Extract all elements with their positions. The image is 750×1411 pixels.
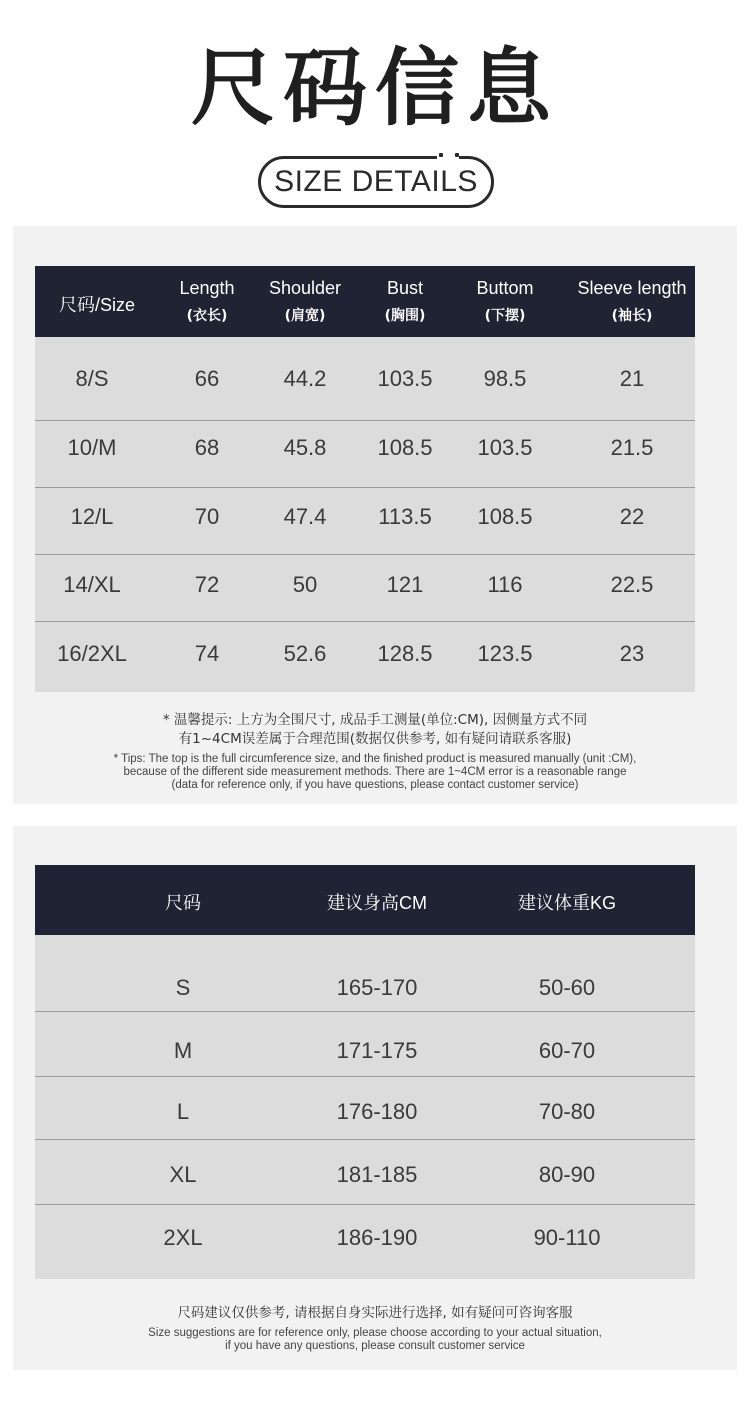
cell-bottom: 116	[487, 572, 523, 597]
recommendation-note-en-line1: Size suggestions are for reference only, please choose according to your actual situation,	[148, 1327, 602, 1339]
size-table-body	[35, 337, 695, 692]
size-details-label: SIZE DETAILS	[274, 165, 478, 198]
header-bottom: Buttom (下摆)	[476, 278, 534, 324]
cell-height: 171-175	[336, 1038, 418, 1063]
cell-sleeve: 21	[619, 366, 645, 391]
table-row	[35, 488, 695, 555]
cell-sleeve: 21.5	[610, 435, 654, 460]
cell-size: L	[176, 1099, 190, 1124]
header-shoulder: Shoulder (肩宽)	[268, 278, 342, 324]
cell-shoulder: 50	[292, 572, 318, 597]
cell-shoulder: 45.8	[283, 435, 327, 460]
cell-weight: 80-90	[538, 1162, 596, 1187]
cell-sleeve: 22	[619, 504, 645, 529]
table-row	[35, 1012, 695, 1077]
cell-bottom: 98.5	[483, 366, 527, 391]
table-row	[35, 1077, 695, 1140]
cell-shoulder: 44.2	[283, 366, 327, 391]
badge-dot-left	[439, 153, 443, 157]
cell-sleeve: 22.5	[610, 572, 654, 597]
cell-height: 181-185	[336, 1162, 418, 1187]
cell-size: XL	[169, 1162, 197, 1187]
header-height: 建议身高CM	[327, 893, 427, 913]
cell-height: 186-190	[336, 1225, 418, 1250]
cell-bust: 103.5	[377, 366, 433, 391]
cell-size: 2XL	[163, 1225, 203, 1250]
cell-bust: 128.5	[377, 641, 433, 666]
size-recommendation-panel	[13, 826, 737, 1370]
measurement-note-en-line3: (data for reference only, if you have questions, please contact customer service)	[171, 779, 579, 791]
recommendation-note-cn: 尺码建议仅供参考, 请根据自身实际进行选择, 如有疑问可咨询客服	[177, 1305, 573, 1321]
table-row	[35, 555, 695, 622]
measurement-note-cn-line1: * 温馨提示: 上方为全围尺寸, 成品手工测量(单位:CM), 因侧量方式不同	[162, 712, 588, 728]
cell-height: 165-170	[336, 975, 418, 1000]
cell-bust: 108.5	[377, 435, 433, 460]
size-chart-panel	[13, 226, 737, 804]
fit-table-header	[35, 865, 695, 935]
cell-sleeve: 23	[619, 641, 645, 666]
cell-size: 14/XL	[63, 572, 121, 597]
cell-bust: 113.5	[378, 504, 432, 529]
cell-weight: 60-70	[538, 1038, 596, 1063]
cell-weight: 70-80	[538, 1099, 596, 1124]
cell-height: 176-180	[336, 1099, 418, 1124]
cell-length: 74	[194, 641, 220, 666]
table-row	[35, 622, 695, 692]
table-row	[35, 935, 695, 1012]
measurement-note-en-line2: because of the different side measurement methods. There are 1~4CM error is a reasonable range	[123, 766, 627, 778]
table-row	[35, 421, 695, 488]
cell-size: 8/S	[75, 366, 109, 391]
measurement-note-en-line1: * Tips: The top is the full circumference size, and the finished product is measured manually (unit :CM),	[113, 753, 637, 765]
cell-shoulder: 47.4	[283, 504, 327, 529]
table-row	[35, 1140, 695, 1205]
cell-weight: 90-110	[533, 1225, 601, 1250]
cell-length: 68	[194, 435, 220, 460]
cell-size: 12/L	[70, 504, 114, 529]
fit-table-body	[35, 935, 695, 1279]
cell-bottom: 123.5	[477, 641, 533, 666]
cell-bottom: 108.5	[477, 504, 533, 529]
header-bust: Bust (胸围)	[384, 278, 426, 324]
cell-length: 66	[194, 366, 220, 391]
cell-size: S	[175, 975, 191, 1000]
cell-size: 16/2XL	[57, 641, 127, 666]
header-size: 尺码/Size	[58, 295, 136, 315]
size-table-header	[35, 266, 695, 337]
cell-weight: 50-60	[538, 975, 596, 1000]
header-length: Length (衣长)	[179, 278, 235, 324]
measurement-note-cn-line2: 有1~4CM误差属于合理范围(数据仅供参考, 如有疑问请联系客服)	[178, 731, 572, 747]
table-row	[35, 337, 695, 421]
header-weight: 建议体重KG	[517, 893, 616, 913]
cell-shoulder: 52.6	[283, 641, 327, 666]
cell-bottom: 103.5	[477, 435, 533, 460]
header-sleeve-length: Sleeve length (袖长)	[577, 278, 687, 324]
cell-length: 72	[194, 572, 220, 597]
cell-size: 10/M	[67, 435, 117, 460]
cell-size: M	[173, 1038, 193, 1063]
size-details-badge	[258, 156, 494, 208]
badge-dot-right	[455, 153, 459, 157]
header-size-cn: 尺码	[165, 893, 201, 913]
recommendation-note-en-line2: if you have any questions, please consult customer service	[225, 1340, 525, 1352]
page-title: 尺码信息	[190, 39, 559, 137]
cell-bust: 121	[386, 572, 424, 597]
cell-length: 70	[194, 504, 220, 529]
table-row	[35, 1205, 695, 1279]
